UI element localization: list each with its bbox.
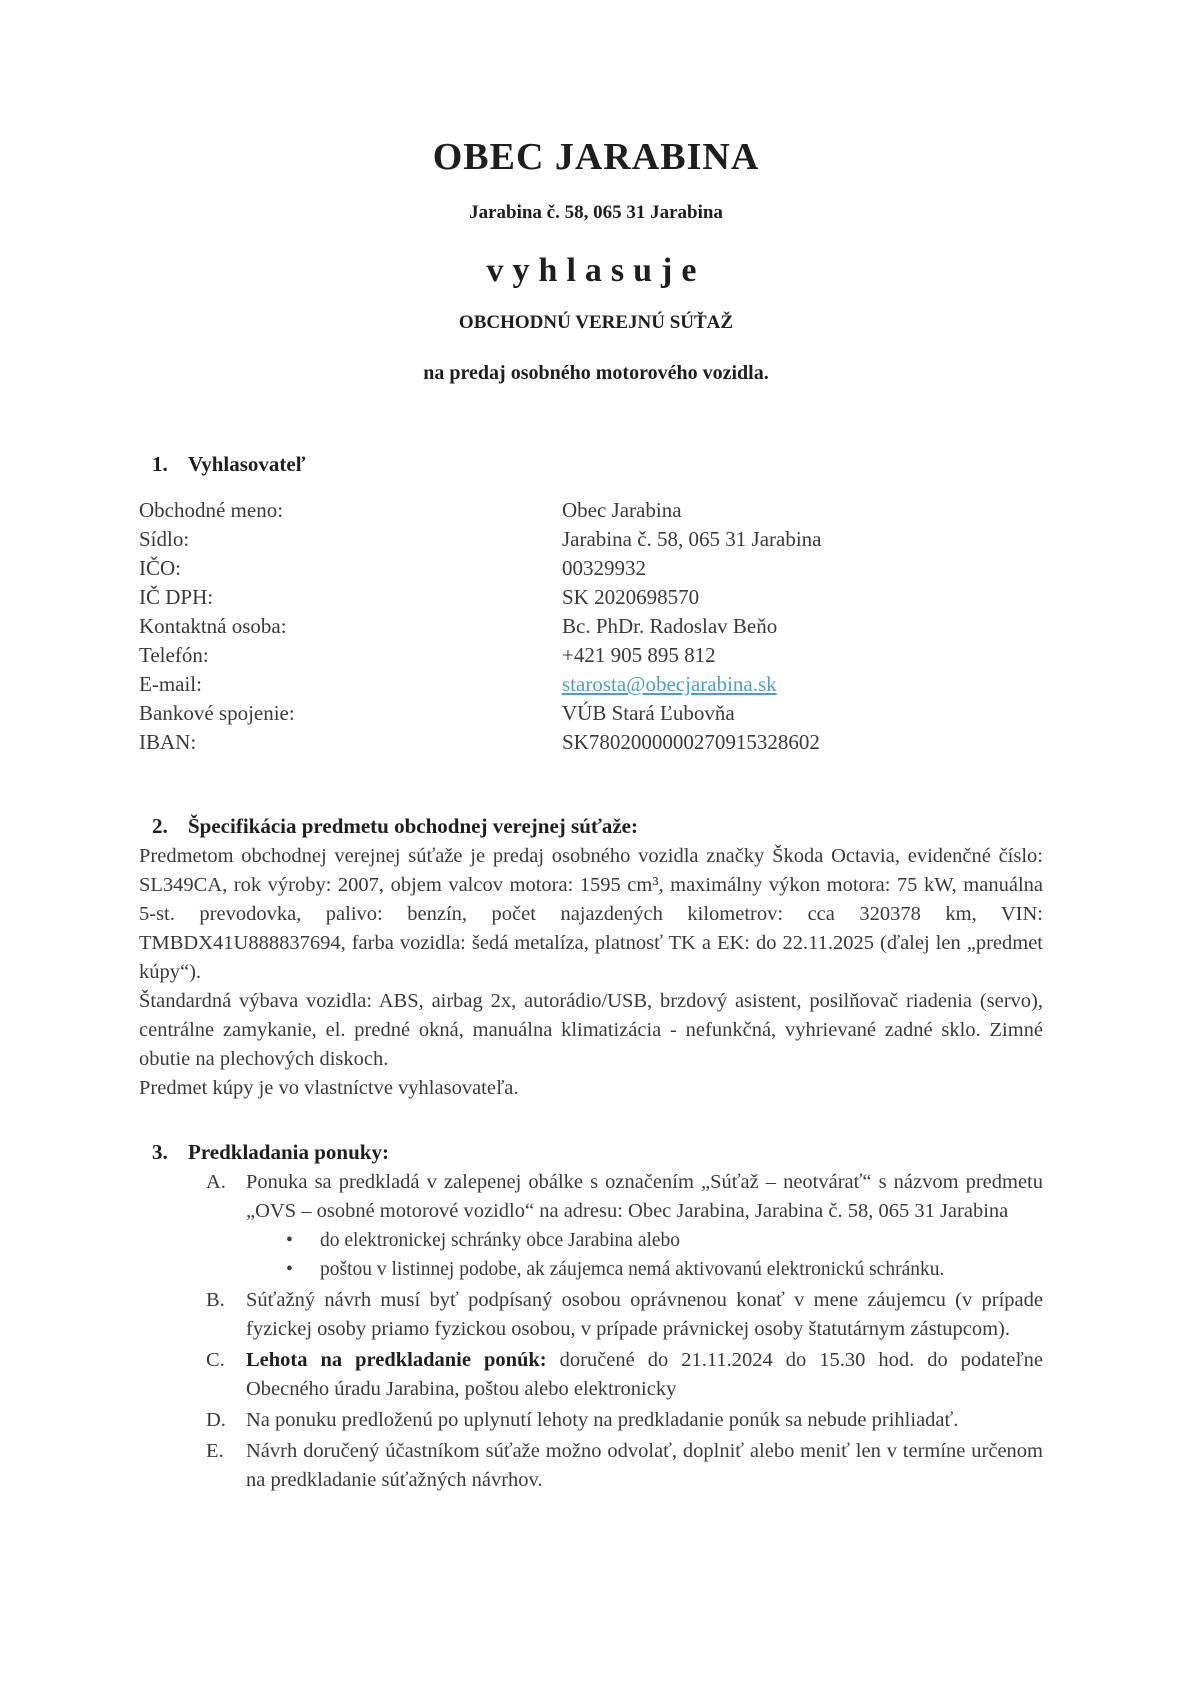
- section-1-title: Vyhlasovateľ: [188, 452, 306, 476]
- section-2-title: Špecifikácia predmetu obchodnej verejnej súťaže:: [188, 814, 638, 838]
- detail-value: VÚB Stará Ľubovňa: [562, 701, 735, 725]
- deadline-text: doručené do 21.11.2024 do 15.30 hod. do podateľne Obecného úradu Jarabina, poštou alebo elektronicky: [246, 1349, 1044, 1400]
- item-text: Na ponuku predloženú po uplynutí lehoty na predkladanie ponúk sa nebude prihliadať.: [246, 1409, 959, 1431]
- list-item: [206, 1286, 1043, 1344]
- detail-value: Obec Jarabina: [562, 498, 682, 522]
- list-item: [206, 1168, 1043, 1284]
- ownership-note: Predmet kúpy je vo vlastníctve vyhlasovateľa.: [139, 1077, 519, 1099]
- header-address: Jarabina č. 58, 065 31 Jarabina: [469, 202, 723, 223]
- detail-value: SK 2020698570: [562, 585, 700, 609]
- section-3-heading: [152, 1140, 389, 1165]
- detail-row-name: [139, 496, 959, 525]
- detail-label: Bankové spojenie:: [139, 701, 295, 725]
- list-item: [206, 1346, 1043, 1404]
- detail-value: Jarabina č. 58, 065 31 Jarabina: [562, 527, 822, 551]
- list-item: [206, 1406, 1043, 1435]
- announcer-details: [139, 496, 959, 757]
- item-letter: B.: [206, 1289, 225, 1311]
- detail-value: Bc. PhDr. Radoslav Beňo: [562, 614, 778, 638]
- section-2-body: [139, 842, 1043, 1103]
- page-title: OBEC JARABINA: [432, 136, 760, 178]
- detail-label: IČO:: [139, 556, 181, 580]
- item-text: Súťažný návrh musí byť podpísaný osobou oprávnenou konať v mene záujemcu (v prípade fyzickej osoby priamo fyzickou osobou, v prípade právnickej osoby štatutárnym zástupcom).: [246, 1289, 1043, 1340]
- email-link[interactable]: starosta@obecjarabina.sk: [562, 672, 777, 696]
- item-text: [246, 1346, 1043, 1404]
- item-letter: C.: [206, 1349, 225, 1371]
- vehicle-equipment: Štandardná výbava vozidla: ABS, airbag 2x, autorádio/USB, brzdový asistent, posilňovač riadenia (servo), centrálne zamykanie, el. predné okná, manuálna klimatizácia - nefunkčná, vyhrievané zadné sklo. Zimné obutie na plechových diskoch.: [139, 990, 1043, 1070]
- deadline-label: Lehota na predkladanie ponúk:: [246, 1349, 547, 1371]
- detail-row-bank: [139, 699, 959, 728]
- item-text: Návrh doručený účastníkom súťaže možno odvolať, doplniť alebo meniť len v termíne určenom na predkladanie súťažných návrhov.: [246, 1440, 1043, 1491]
- section-1-number: 1.: [152, 452, 168, 476]
- item-letter: A.: [206, 1171, 226, 1193]
- submission-methods: [246, 1226, 1043, 1284]
- bullet-item: • poštou v listinnej podobe, ak záujemca nemá aktivovanú elektronickú schránku.: [246, 1255, 1043, 1284]
- bullet-item: • do elektronickej schránky obce Jarabina alebo: [246, 1226, 1043, 1255]
- header-announces: vyhlasuje: [486, 252, 706, 289]
- detail-value: +421 905 895 812: [562, 643, 716, 667]
- item-letter: D.: [206, 1409, 226, 1431]
- section-2-heading: [152, 814, 638, 839]
- detail-value: SK7802000000270915328602: [562, 730, 820, 754]
- detail-label: E-mail:: [139, 672, 202, 696]
- item-letter: E.: [206, 1440, 224, 1462]
- detail-row-seat: [139, 525, 959, 554]
- detail-row-vat: [139, 583, 959, 612]
- header-purpose: na predaj osobného motorového vozidla.: [423, 362, 769, 384]
- detail-label: Obchodné meno:: [139, 498, 284, 522]
- section-3-title: Predkladania ponuky:: [188, 1140, 389, 1164]
- detail-label: IČ DPH:: [139, 585, 214, 609]
- list-item: [206, 1437, 1043, 1495]
- detail-label: Telefón:: [139, 643, 209, 667]
- item-text: Ponuka sa predkladá v zalepenej obálke s označením „Súťaž – neotvárať“ s názvom predmetu „OVS – osobné motorové vozidlo“ na adresu: Obec Jarabina, Jarabina č. 58, 065 31 Jarabina: [246, 1171, 1043, 1222]
- section-1-heading: [152, 452, 306, 477]
- detail-label: Kontaktná osoba:: [139, 614, 287, 638]
- detail-row-ico: [139, 554, 959, 583]
- section-2-number: 2.: [152, 814, 168, 838]
- detail-row-iban: [139, 728, 959, 757]
- detail-row-email: [139, 670, 959, 699]
- detail-label: IBAN:: [139, 730, 197, 754]
- header-competition: OBCHODNÚ VEREJNÚ SÚŤAŽ: [458, 312, 734, 333]
- detail-label: Sídlo:: [139, 527, 190, 551]
- detail-row-phone: [139, 641, 959, 670]
- vehicle-description: Predmetom obchodnej verejnej súťaže je predaj osobného vozidla značky Škoda Octavia, evidenčné číslo: SL349CA, rok výroby: 2007, objem valcov motora: 1595 cm³, maximálny výkon motora: 75 kW, manuálna 5-st. prevodovka, palivo: benzín, počet najazdených kilometrov: cca 320378 km, VIN: TMBDX41U888837694, farba vozidla: šedá metalíza, platnosť TK a EK: do 22.11.2025 (ďalej len „predmet kúpy“).: [139, 845, 1043, 983]
- offer-conditions-list: [206, 1168, 1043, 1497]
- detail-row-contact: [139, 612, 959, 641]
- section-3-number: 3.: [152, 1140, 168, 1164]
- detail-value: 00329932: [562, 556, 646, 580]
